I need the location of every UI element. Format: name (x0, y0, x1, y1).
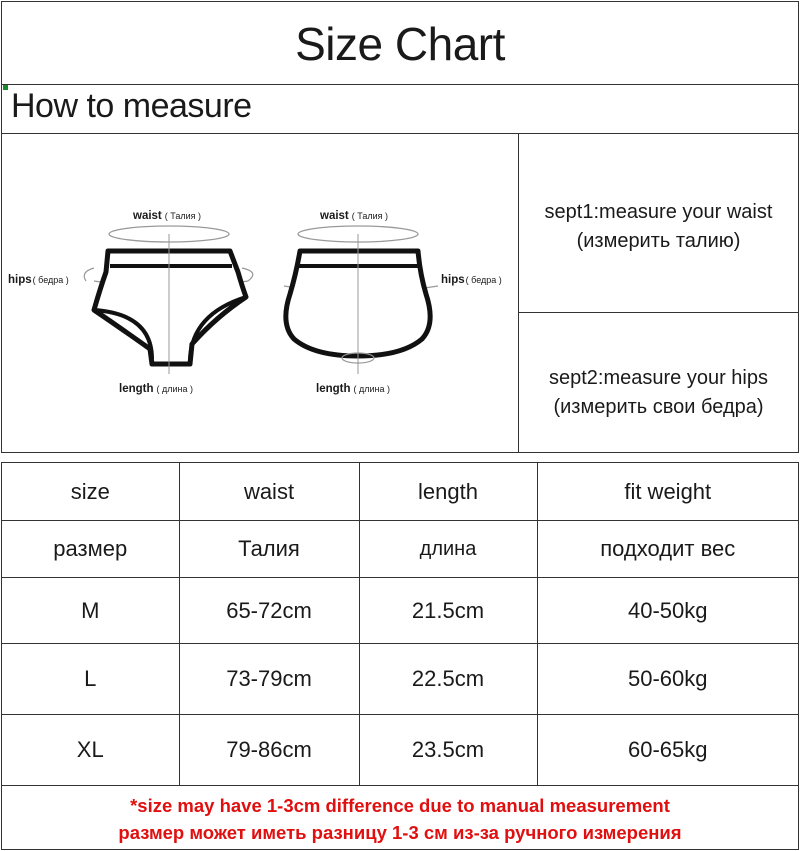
title-box (1, 1, 799, 86)
header-fit-weight: fit weight (537, 463, 798, 521)
step-2-text: sept2:measure your hips (548, 367, 768, 389)
hips-text-back: hips (441, 274, 465, 286)
cell-fit-weight: 60-65kg (537, 715, 798, 786)
length-text-front: length (119, 383, 154, 395)
hips-ru-text-front: ( бедра ) (32, 275, 69, 285)
waist-label-back (319, 210, 388, 222)
table-row (2, 644, 798, 715)
section-header (1, 84, 799, 135)
cell-length: 22.5cm (359, 644, 537, 715)
waist-text-front: waist (133, 210, 162, 222)
cell-size: M (2, 578, 179, 644)
waist-ru-text-front: ( Талия ) (164, 211, 202, 221)
table-row (2, 578, 798, 644)
hips-label-back (441, 274, 502, 286)
cell-length: 23.5cm (359, 715, 537, 786)
cell-length: 21.5cm (359, 578, 537, 644)
length-text-back: length (316, 383, 351, 395)
table-row (2, 715, 798, 786)
size-table-box (1, 462, 799, 850)
cell-waist: 73-79cm (179, 644, 359, 715)
note-row (2, 786, 798, 851)
header-length: length (359, 463, 537, 521)
header-size: size (2, 463, 179, 521)
header-size-ru: размер (2, 521, 179, 578)
cell-size: XL (2, 715, 179, 786)
cell-size: L (2, 644, 179, 715)
step-2-box (518, 312, 799, 453)
table-header-row-ru (2, 521, 798, 578)
table-header-row (2, 463, 798, 521)
header-length-ru: длина (359, 521, 537, 578)
underwear-illustration (2, 134, 518, 451)
header-waist: waist (179, 463, 359, 521)
size-note-text: *size may have 1-3cm difference due to manual measurement (130, 794, 670, 816)
size-note-ru-text: размер может иметь разницу 1-3 см из-за ручного измерения (118, 821, 682, 843)
waist-label-front (132, 210, 201, 222)
step-1-ru-text: (измерить талию) (576, 230, 741, 252)
waist-ru-text-back: ( Талия ) (351, 211, 389, 221)
cell-fit-weight: 50-60kg (537, 644, 798, 715)
hips-label-front (8, 274, 69, 286)
step-1 (519, 198, 798, 256)
step-1-text: sept1:measure your waist (544, 201, 773, 223)
section-title: How to measure (11, 87, 252, 125)
hips-text-front: hips (8, 274, 32, 286)
length-ru-text-back: ( длина ) (353, 384, 391, 394)
measure-diagram (1, 133, 520, 453)
length-label-back (316, 383, 390, 395)
cell-waist: 79-86cm (179, 715, 359, 786)
header-fit-weight-ru: подходит вес (537, 521, 798, 578)
hips-ru-text-back: ( бедра ) (465, 275, 502, 285)
header-waist-ru: Талия (179, 521, 359, 578)
size-table (2, 463, 798, 851)
size-note (2, 786, 798, 851)
waist-text-back: waist (320, 210, 349, 222)
length-label-front (119, 383, 193, 395)
step-1-box (518, 133, 799, 314)
step-2 (519, 364, 798, 422)
step-2-ru-text: (измерить свои бедра) (553, 396, 764, 418)
corner-mark (3, 85, 8, 90)
cell-waist: 65-72cm (179, 578, 359, 644)
hips-arc-left-front (84, 268, 94, 281)
page-title: Size Chart (295, 17, 505, 70)
hips-arc-right-front (242, 268, 253, 281)
back-briefs-drawing (284, 210, 502, 395)
front-briefs-drawing (8, 210, 253, 395)
cell-fit-weight: 40-50kg (537, 578, 798, 644)
length-ru-text-front: ( длина ) (156, 384, 194, 394)
